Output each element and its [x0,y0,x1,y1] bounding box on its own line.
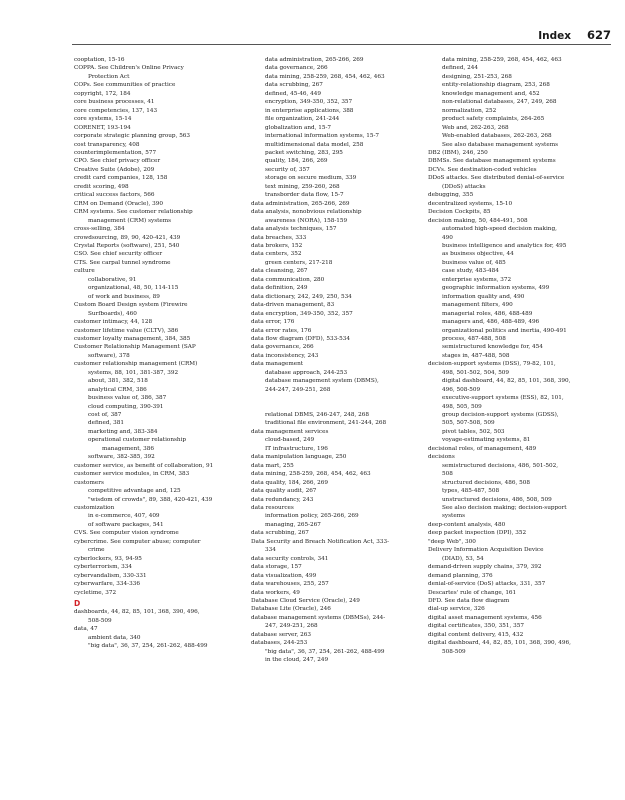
index-subentry: See also database management systems [442,141,559,148]
index-subentry: relational DBMS, 246-247, 248, 268 [265,412,369,419]
index-entry: demand-driven supply chains, 379, 392 [428,564,542,571]
index-subentry: 247, 249-251, 268 [265,623,318,630]
index-entry: Crystal Reports (software), 251, 540 [74,242,180,249]
index-entry: CSO. See chief security officer [74,251,163,258]
index-entry: core competencies, 137, 143 [74,107,158,114]
index-subentry: geographic information systems, 499 [442,285,550,292]
index-subentry: green centers, 217-218 [265,259,333,266]
index-subentry: software), 378 [88,352,130,359]
index-entry: Database Cloud Service (Oracle), 249 [251,598,360,604]
index-entry: credit card companies, 128, 158 [74,175,168,182]
index-subentry: 490 [442,234,453,241]
index-subentry: operational customer relationship [88,437,187,444]
index-subentry: as business objective, 44 [442,251,514,258]
index-column-2 [251,56,429,788]
index-subentry: defined, 381 [88,420,124,427]
index-entry: Data Security and Breach Notification Act, 333- [251,538,390,545]
index-entry: CPO. See chief privacy officer [74,158,161,165]
index-subentry: cost of, 387 [88,412,122,419]
index-column-1 [74,56,252,788]
index-entry: data error, 176 [251,319,295,326]
index-entry: customer lifetime value (CLTV), 386 [74,327,179,334]
index-subentry: security of, 357 [265,166,310,173]
index-entry: CTS. See carpal tunnel syndrome [74,259,171,266]
index-subentry: designing, 251-253, 268 [442,73,512,80]
index-entry: customer relationship management (CRM) [74,361,198,368]
index-subentry: 505, 507-508, 509 [442,420,495,427]
index-subentry: Protection Act [88,73,130,80]
index-entry: DCVs. See destination-coded vehicles [428,166,537,173]
index-entry: deep-content analysis, 480 [428,521,506,528]
index-entry: critical success factors, 566 [74,192,155,199]
index-subentry: organizational, 48, 50, 114-115 [88,285,179,292]
index-subentry: of work and business, 89 [88,293,160,300]
index-subentry: awareness (NORA), 158-159 [265,217,348,224]
index-subentry: 508-509 [442,648,466,655]
index-entry: customers [74,479,104,486]
index-entry: customer loyalty management, 384, 385 [74,335,191,342]
index-subentry: database approach, 244-253 [265,369,348,376]
index-entry: cooptation, 15-16 [74,57,125,63]
index-entry: data management services [251,428,329,435]
index-entry: credit scoring, 498 [74,183,129,190]
index-subentry: traditional file environment, 241-244, 268 [265,420,387,427]
index-subentry: of software packages, 541 [88,521,164,528]
index-subentry: in e-commerce, 407, 409 [88,513,160,520]
index-subentry: managing, 265-267 [265,521,321,528]
index-entry: data-driven management, 83 [251,302,335,309]
index-entry: database management systems (DBMSs), 244- [251,614,386,621]
index-entry: data brokers, 152 [251,242,303,249]
index-subentry: group decision-support systems (GDSS), [442,412,559,419]
index-subentry: organizational politics and inertia, 490-491 [442,327,567,334]
index-subentry: quality, 184, 266, 269 [265,158,328,165]
index-entry: customization [74,505,115,512]
index-subentry: product safety complaints, 264-265 [442,116,545,123]
index-entry: digital asset management systems, 456 [428,614,542,621]
index-entry: cross-selling, 384 [74,226,125,233]
index-entry: CORENET, 193-194 [74,124,131,131]
index-entry: DDoS attacks. See distributed denial-of-service [428,175,565,182]
index-entry: Database Lite (Oracle), 246 [251,606,331,613]
index-subentry: information policy, 265-266, 269 [265,513,359,520]
index-entry: corporate strategic planning group, 563 [74,133,191,140]
index-entry: denial-of-service (DoS) attacks, 331, 357 [428,581,546,588]
index-entry: digital certificates, 350, 351, 357 [428,623,524,630]
index-subentry: in the cloud, 247, 249 [265,657,329,664]
index-entry: core systems, 15-14 [74,116,132,123]
index-entry: counterimplementation, 577 [74,149,157,156]
index-subentry: crime [88,547,105,554]
index-subentry: text mining, 259-260, 268 [265,183,340,190]
index-subentry: "big data", 36, 37, 254, 261-262, 488-499 [265,648,385,655]
index-entry: COPPA. See Children's Online Privacy [74,65,184,72]
index-entry: cybercrime. See computer abuse; computer [74,538,201,545]
index-entry: data analysis, nonobvious relationship [251,209,362,216]
index-subentry: in enterprise applications, 388 [265,107,354,114]
index-subentry: file organization, 241-244 [265,116,340,123]
index-subentry: voyage-estimating systems, 81 [442,437,531,444]
index-entry: data quality audit, 267 [251,488,317,495]
index-subentry: ambient data, 340 [88,634,141,641]
index-subentry: Surfboards), 460 [88,310,137,317]
index-subentry: 508 [442,471,453,478]
index-entry: data manipulation language, 250 [251,454,347,461]
index-entry: data governance, 266 [251,344,314,351]
index-entry: dashboards, 44, 82, 85, 101, 368, 390, 496, [74,609,200,616]
index-entry: data redundancy, 243 [251,496,314,503]
index-subentry: storage on secure medium, 339 [265,175,357,182]
index-entry: data centers, 352 [251,251,302,258]
index-subentry: competitive advantage and, 125 [88,488,181,495]
index-entry: cyberterrorism, 334 [74,564,132,571]
index-entry: data management [251,361,304,368]
index-subentry: 508-509 [88,617,112,624]
index-subentry: data mining, 258-259, 268, 454, 462, 463 [442,57,562,63]
index-subentry: defined, 244 [442,65,478,72]
index-subentry: case study, 483-484 [442,268,499,275]
index-column-3 [428,56,606,788]
index-subentry: business value of, 386, 387 [88,395,167,402]
index-entry: data administration, 265-266, 269 [251,200,350,207]
index-entry: decision-support systems (DSS), 79-82, 101, [428,361,556,368]
index-subentry: unstructured decisions, 486, 508, 509 [442,496,552,503]
index-subentry: process, 487-488, 508 [442,335,506,342]
index-entry: DBMSs. See database management systems [428,158,556,165]
index-entry: Delivery Information Acquisition Device [428,547,544,554]
index-entry: DB2 (IBM), 246, 250 [428,149,488,156]
page-header [538,28,611,42]
index-subentry: defined, 45-46, 449 [265,90,321,97]
index-subentry: Web and, 262-263, 268 [442,124,509,131]
index-subentry: structured decisions, 486, 508 [442,479,530,486]
index-subentry: packet switching, 283, 295 [265,149,343,156]
index-entry: crowdsourcing, 89, 90, 420-421, 439 [74,234,181,241]
index-subentry: management, 386 [102,445,155,452]
index-entry: demand planning, 376 [428,572,493,579]
index-subentry: types, 485-487, 508 [442,488,500,495]
index-subentry: management filters, 490 [442,302,513,309]
index-entry: data definition, 249 [251,285,308,292]
index-subentry: data governance, 266 [265,65,328,72]
index-subentry: digital dashboard, 44, 82, 85, 101, 368, 390, [442,378,571,385]
index-entry: customer intimacy, 44, 128 [74,319,153,326]
index-entry: cycletime, 372 [74,589,117,596]
index-entry: data visualization, 499 [251,572,317,579]
index-entry: data security controls, 341 [251,555,329,562]
index-subentry: cloud computing, 390-391 [88,403,164,410]
index-entry: cost transparency, 408 [74,141,140,148]
page-number: 627 [586,28,611,42]
index-entry: customer service modules, in CRM, 383 [74,471,190,478]
index-subentry: data mining, 258-259, 268, 454, 462, 463 [265,73,385,80]
index-entry: databases, 244-253 [251,640,308,647]
index-subentry: marketing and, 383-384 [88,428,158,435]
index-entry: cybervandalism, 330-331 [74,572,147,579]
section-letter: D [74,599,81,608]
index-entry: core business processes, 41 [74,99,155,106]
index-subentry: managerial roles, 486, 488-489 [442,310,533,317]
index-entry: data inconsistency, 243 [251,352,319,359]
index-subentry: enterprise systems, 372 [442,276,512,283]
index-entry: data workers, 49 [251,589,300,596]
index-subentry: transborder data flow, 15-7 [265,192,344,199]
index-entry: data encryption, 349-350, 352, 357 [251,310,353,317]
index-subentry: semistructured decisions, 486, 501-502, [442,462,559,469]
index-entry: digital content delivery, 415, 432 [428,631,524,638]
index-subentry: management (CRM) systems [88,217,172,224]
index-entry: data mining, 258-259, 268, 454, 462, 463 [251,471,371,478]
index-entry: Decision Cockpits, 85 [428,209,491,216]
header-rule [72,44,611,45]
index-subentry: data scrubbing, 267 [265,82,323,89]
index-subentry: "big data", 36, 37, 254, 261-262, 488-499 [88,643,208,650]
index-subentry: IT infrastructure, 196 [265,445,328,452]
index-entry: CVS. See computer vision syndrome [74,530,179,537]
index-subentry: information quality and, 490 [442,293,525,300]
index-entry: Creative Suite (Adobe), 209 [74,166,155,173]
index-entry: data error rates, 176 [251,327,312,334]
index-subentry: business intelligence and analytics for, 495 [442,242,567,249]
index-subentry: 496, 508-509 [442,386,481,393]
index-subentry: about, 381, 382, 518 [88,378,148,385]
index-entry: Custom Board Design system (Firewire [74,302,188,309]
index-entry: copyright, 172, 184 [74,90,131,97]
index-entry: deep packet inspection (DPI), 352 [428,530,527,537]
index-subentry: encryption, 349-350, 352, 357 [265,99,353,106]
index-subentry: software, 382-385, 392 [88,454,155,461]
index-entry: DFD. See data flow diagram [428,598,510,604]
index-entry: digital dashboard, 44, 82, 85, 101, 368, 390, 496, [428,640,571,647]
index-subentry: multidimensional data model, 258 [265,141,364,148]
index-entry: dial-up service, 326 [428,606,485,613]
index-subentry: pivot tables, 502, 503 [442,428,505,435]
index-subentry: (DIAD), 53, 54 [442,555,484,562]
index-entry: culture [74,268,95,275]
index-entry: CRM on Demand (Oracle), 390 [74,200,164,207]
index-entry: data storage, 157 [251,564,302,571]
index-subentry: collaborative, 91 [88,276,137,283]
index-subentry: See also decision making; decision-support [442,505,567,512]
section-title: Index [538,30,571,42]
index-entry: data dictionary, 242, 249, 250, 534 [251,293,352,300]
index-entry: Customer Relationship Management (SAP [74,344,196,351]
index-subentry: cloud-based, 249 [265,437,315,444]
index-subentry: database management system (DBMS), [265,378,379,385]
index-entry: decision making, 50, 484-491, 508 [428,217,528,224]
index-entry: Descartes' rule of change, 161 [428,589,517,596]
index-subentry: 498, 505, 509 [442,403,482,410]
index-entry: data breaches, 333 [251,234,307,241]
index-entry: data cleansing, 267 [251,268,308,275]
index-subentry: analytical CRM, 386 [88,386,147,393]
index-subentry: globalization and, 15-7 [265,124,332,131]
index-entry: data communication, 280 [251,276,325,283]
index-subentry: systems, 88, 101, 381-387, 392 [88,369,179,376]
index-entry: data analysis techniques, 157 [251,226,337,233]
index-entry: "deep Web", 300 [428,538,476,545]
index-entry: CRM systems. See customer relationship [74,209,193,216]
index-subentry: data administration, 265-266, 269 [265,57,364,63]
index-entry: data scrubbing, 267 [251,530,309,537]
index-entry: data quality, 184, 266, 269 [251,479,329,486]
index-entry: COPs. See communities of practice [74,82,176,89]
index-entry [251,403,429,411]
index-subentry: 334 [265,547,276,554]
index-entry: data flow diagram (DFD), 533-534 [251,335,350,342]
index-entry: decisions [428,454,455,461]
index-subentry: 498, 501-502, 504, 509 [442,369,510,376]
index-entry: customer service, as benefit of collaboration, 91 [74,462,214,469]
index-subentry: international information systems, 15-7 [265,133,380,140]
index-subentry: systems [442,513,466,520]
index-subentry: Web-enabled databases, 262-263, 268 [442,133,552,140]
index-entry: cyberlockers, 93, 94-95 [74,555,142,562]
index-entry: cyberwarfare, 334-336 [74,581,140,588]
index-subentry: entity-relationship diagram, 253, 268 [442,82,550,89]
index-subentry: automated high-speed decision making, [442,226,557,233]
index-subentry: executive-support systems (ESS), 82, 101, [442,395,564,402]
index-subentry: knowledge management and, 452 [442,90,540,97]
index-subentry: 244-247, 249-251, 268 [265,386,331,393]
index-subentry: managers and, 486, 488-489, 496 [442,319,540,326]
index-subentry: semistructured knowledge for, 454 [442,344,543,351]
index-entry: data mart, 255 [251,462,294,469]
index-entry: data resources [251,505,294,512]
index-entry: data warehouses, 255, 257 [251,581,329,588]
index-entry: data, 47 [74,626,98,633]
index-subentry: "wisdom of crowds", 89, 388, 420-421, 439 [88,496,213,503]
index-subentry: stages in, 487-488, 508 [442,352,510,359]
index-subentry: non-relational databases, 247, 249, 268 [442,99,557,106]
index-entry: decisional roles, of management, 489 [428,445,537,452]
index-entry: database server, 263 [251,631,311,638]
index-entry: debugging, 355 [428,192,474,199]
index-entry: decentralized systems, 15-10 [428,200,513,207]
index-subentry: (DDoS) attacks [442,183,486,190]
index-subentry: business value of, 485 [442,259,506,266]
index-subentry: normalization, 252 [442,107,497,114]
index-entry [251,394,429,402]
